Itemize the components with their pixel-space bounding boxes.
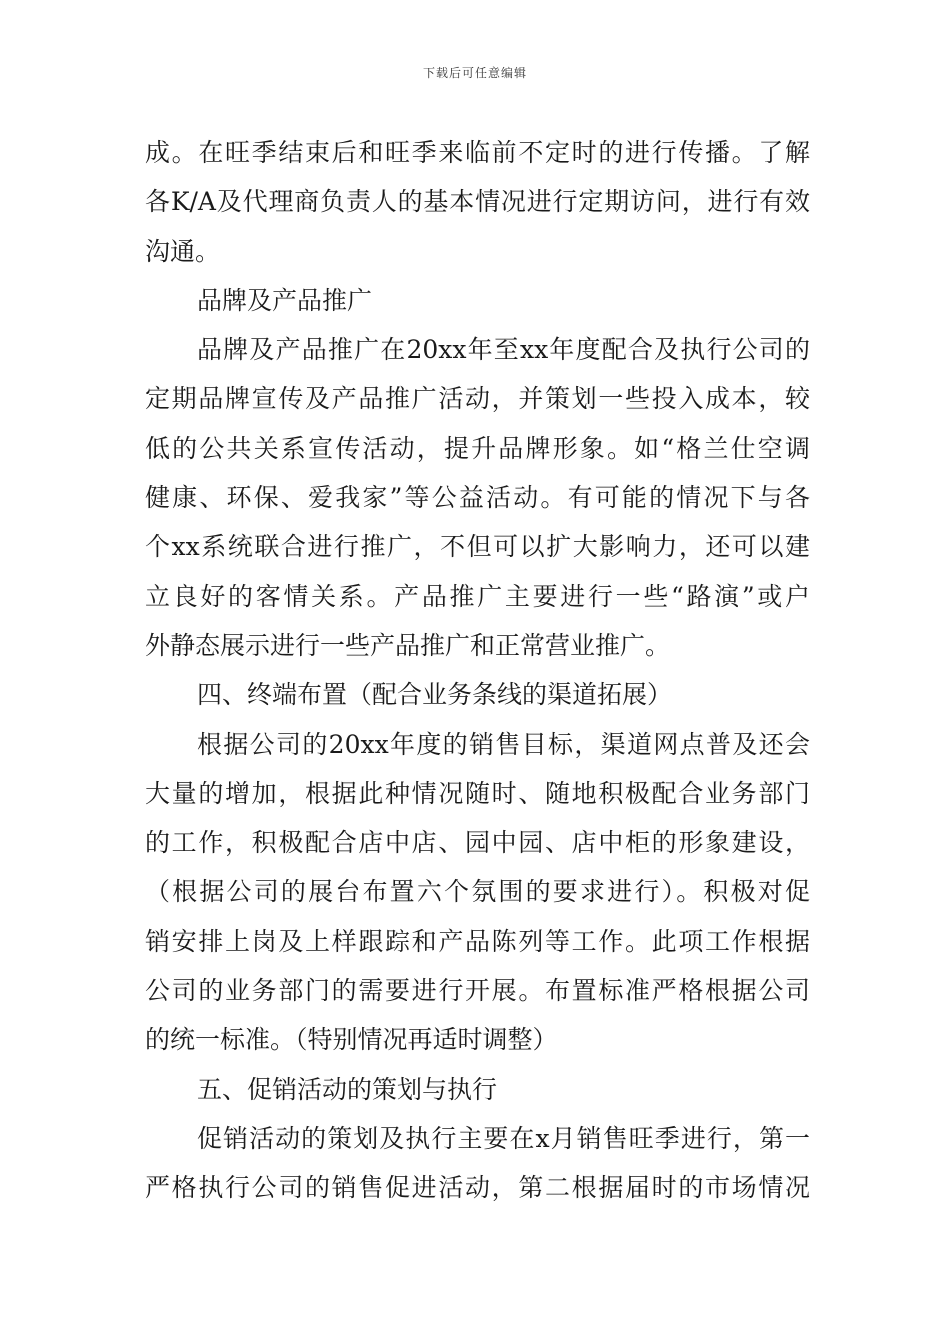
text-line: 的统一标准。（特别情况再适时调整） <box>145 1025 558 1055</box>
text-line: 定期品牌宣传及产品推广活动，并策划一些投入成本，较 <box>145 384 810 414</box>
text-line: 外静态展示进行一些产品推广和正常营业推广。 <box>145 630 671 660</box>
text-line: 健康、环保、爱我家”等公益活动。有可能的情况下与各 <box>145 483 810 513</box>
text-line: 严格执行公司的销售促进活动，第二根据届时的市场情况 <box>145 1173 810 1203</box>
text-line: 立良好的客情关系。产品推广主要进行一些“路演”或户 <box>145 581 810 611</box>
text-line: （根据公司的展台布置六个氛围的要求进行）。积极对促 <box>145 877 810 907</box>
text-line: 销安排上岗及上样跟踪和产品陈列等工作。此项工作根据 <box>145 926 810 956</box>
text-line: 促销活动的策划及执行主要在x月销售旺季进行，第一 <box>197 1123 810 1153</box>
text-line: 各K/A及代理商负责人的基本情况进行定期访问，进行有效 <box>145 187 810 217</box>
text-line: 的工作，积极配合店中店、园中园、店中柜的形象建设， <box>145 828 810 858</box>
text-line: 大量的增加，根据此种情况随时、随地积极配合业务部门 <box>145 778 810 808</box>
text-line: 个xx系统联合进行推广，不但可以扩大影响力，还可以建 <box>145 532 810 562</box>
document-body <box>145 128 810 1213</box>
text-line: 品牌及产品推广在20xx年至xx年度配合及执行公司的 <box>197 335 810 365</box>
section-heading-terminal-layout: 四、终端布置（配合业务条线的渠道拓展） <box>197 680 673 710</box>
section-heading-promotion-activities: 五、促销活动的策划与执行 <box>197 1074 498 1104</box>
text-line: 沟通。 <box>145 236 221 266</box>
text-line: 低的公共关系宣传活动，提升品牌形象。如“格兰仕空调 <box>145 433 810 463</box>
text-line: 公司的业务部门的需要进行开展。布置标准严格根据公司 <box>145 976 810 1006</box>
section-heading-brand-promotion: 品牌及产品推广 <box>197 285 373 315</box>
page-header: 下载后可任意编辑 <box>422 66 527 80</box>
text-line: 成。在旺季结束后和旺季来临前不定时的进行传播。了解 <box>145 138 810 167</box>
text-line: 根据公司的20xx年度的销售目标，渠道网点普及还会 <box>197 729 810 759</box>
